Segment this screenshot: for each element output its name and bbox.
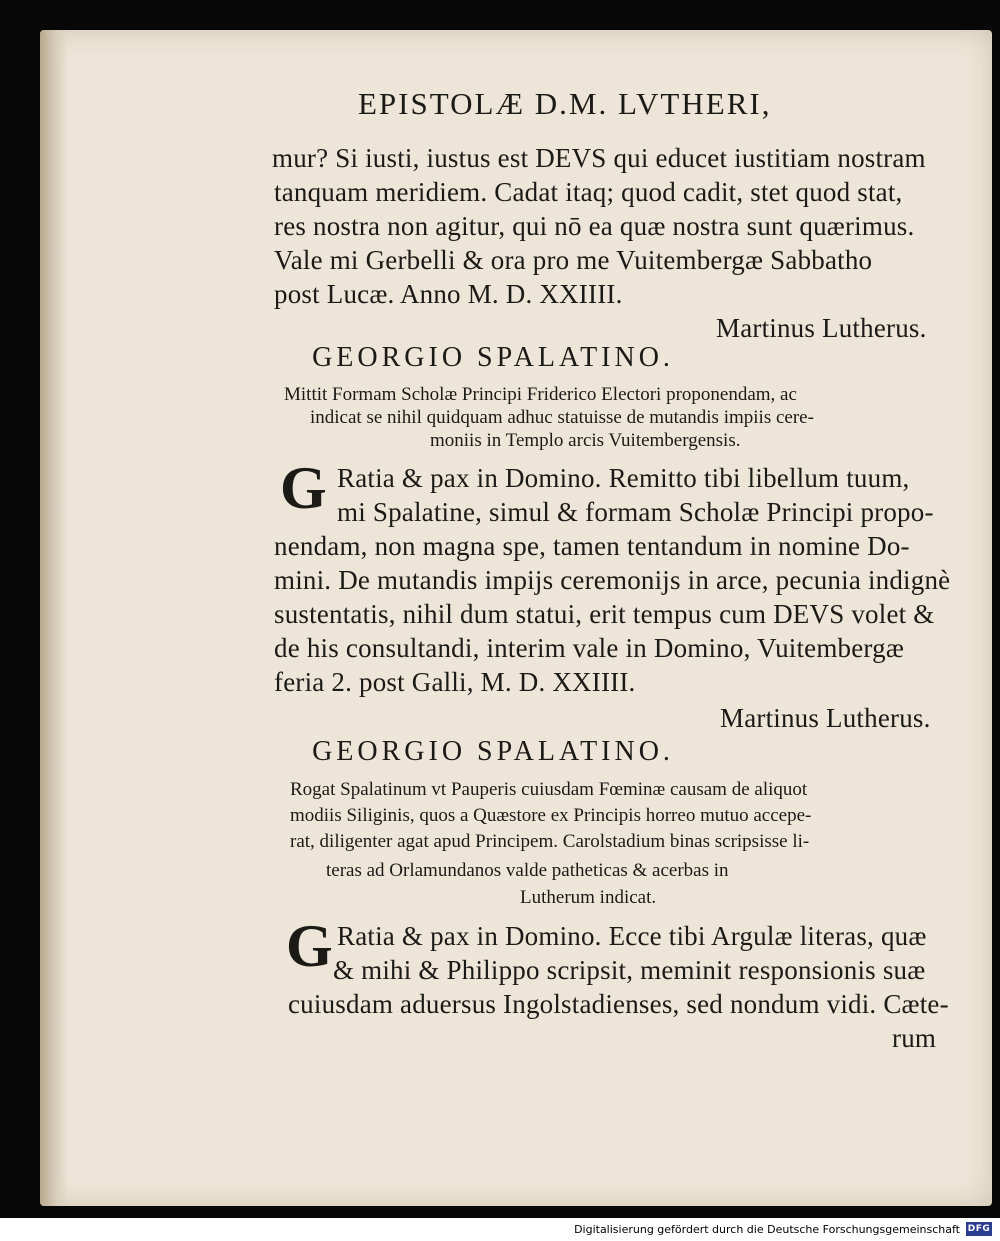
text-line: mur? Si iusti, iustus est DEVS qui educet iustitiam nostram [272, 143, 926, 173]
text-line: feria 2. post Galli, M. D. XXIIII. [274, 667, 636, 697]
text-line: Ratia & pax in Domino. Remitto tibi libellum tuum, [337, 463, 910, 493]
summary-line: moniis in Templo arcis Vuitembergensis. [430, 430, 741, 451]
text-line: cuiusdam aduersus Ingolstadienses, sed nondum vidi. Cæte- [288, 989, 949, 1019]
dfg-logo: DFG [967, 1224, 991, 1234]
text-line: de his consultandi, interim vale in Domino, Vuitembergæ [274, 633, 905, 663]
text-line: mini. De mutandis impijs ceremonijs in arce, pecunia indignè [274, 565, 951, 595]
running-head: EPISTOLÆ D.M. LVTHERI, [358, 86, 772, 121]
text-line: mi Spalatine, simul & formam Scholæ Principi propo- [337, 497, 934, 527]
page-gutter-shadow [40, 30, 68, 1206]
text-line: sustentatis, nihil dum statui, erit tempus cum DEVS volet & [274, 599, 935, 629]
summary-line: Mittit Formam Scholæ Principi Friderico Electori proponendam, ac [284, 384, 797, 405]
signature: Martinus Lutherus. [720, 703, 931, 733]
digitization-footer [0, 1218, 1000, 1241]
summary-line: rat, diligenter agat apud Principem. Carolstadium binas scripsisse li- [290, 831, 810, 852]
summary-line: Rogat Spalatinum vt Pauperis cuiusdam Fœminæ causam de aliquot [290, 779, 808, 800]
letter-heading: GEORGIO SPALATINO. [312, 736, 674, 767]
letter-heading: GEORGIO SPALATINO. [312, 342, 674, 373]
catchword: rum [892, 1023, 937, 1053]
text-line: res nostra non agitur, qui nō ea quæ nostra sunt quærimus. [274, 211, 915, 241]
summary-line: indicat se nihil quidquam adhuc statuisse de mutandis impiis cere- [310, 407, 814, 428]
text-line: tanquam meridiem. Cadat itaq; quod cadit, stet quod stat, [274, 177, 903, 207]
initial-letter: G [286, 913, 333, 979]
text-line: Ratia & pax in Domino. Ecce tibi Argulæ literas, quæ [337, 921, 927, 951]
text-line: Vale mi Gerbelli & ora pro me Vuitembergæ Sabbatho [274, 245, 873, 275]
signature: Martinus Lutherus. [716, 313, 927, 343]
text-line: post Lucæ. Anno M. D. XXIIII. [274, 279, 623, 309]
summary-line: modiis Siliginis, quos a Quæstore ex Principis horreo mutuo accepe- [290, 805, 812, 826]
text-line: & mihi & Philippo scripsit, meminit responsionis suæ [333, 955, 926, 985]
summary-line: Lutherum indicat. [520, 887, 657, 908]
text-line: nendam, non magna spe, tamen tentandum in nomine Do- [274, 531, 910, 561]
funding-notice: Digitalisierung gefördert durch die Deutsche Forschungsgemeinschaft [574, 1223, 960, 1236]
summary-line: teras ad Orlamundanos valde patheticas & acerbas in [326, 860, 729, 881]
initial-letter: G [280, 455, 327, 521]
